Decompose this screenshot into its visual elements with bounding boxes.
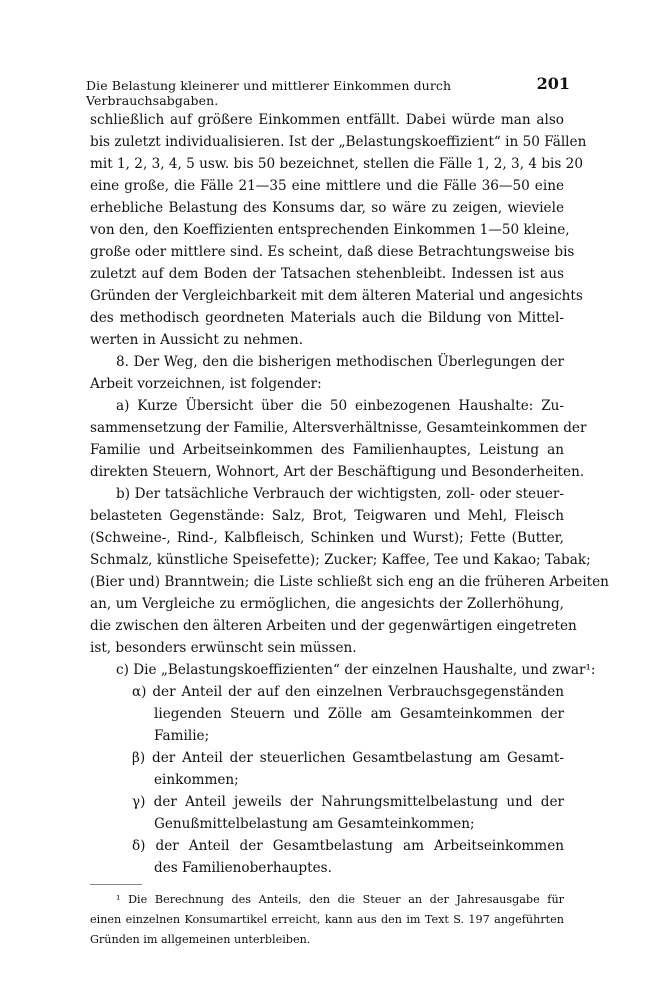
text-line: bis zuletzt individualisieren. Ist der „Belastungskoeffizient“ in 50 Fällen (90, 134, 587, 150)
page-number: 201 (536, 74, 570, 93)
text-line: des Familienoberhauptes. (154, 860, 332, 876)
text-line: von den, den Koeffizienten entsprechenden Einkommen 1—50 kleine, (90, 222, 570, 238)
text-line: belasteten Gegenstände: Salz, Brot, Teigwaren und Mehl, Fleisch (90, 508, 564, 524)
text-line: sammensetzung der Familie, Altersverhältnisse, Gesamteinkommen der (90, 420, 587, 436)
text-line: β) der Anteil der steuerlichen Gesamtbelastung am Gesamt- (132, 750, 564, 766)
text-line: Schmalz, künstliche Speisefette); Zucker; Kaffee, Tee und Kakao; Tabak; (90, 552, 591, 568)
text-line: 8. Der Weg, den die bisherigen methodischen Überlegungen der (116, 354, 564, 370)
footnote-separator (90, 884, 142, 885)
page-header (86, 74, 570, 108)
text-line: eine große, die Fälle 21—35 eine mittlere und die Fälle 36—50 eine (90, 178, 564, 194)
text-line: an, um Vergleiche zu ermöglichen, die angesichts der Zollerhöhung, (90, 596, 564, 612)
text-line: große oder mittlere sind. Es scheint, daß diese Betrachtungsweise bis (90, 244, 575, 260)
text-line: erhebliche Belastung des Konsums dar, so wäre zu zeigen, wieviele (90, 200, 564, 216)
footnote-line: ¹ Die Berechnung des Anteils, den die Steuer an der Jahresausgabe für (116, 893, 564, 906)
text-line: (Bier und) Branntwein; die Liste schließt sich eng an die früheren Arbeiten (90, 574, 609, 590)
text-line: direkten Steuern, Wohnort, Art der Beschäftigung und Besonderheiten. (90, 464, 585, 480)
text-line: (Schweine-, Rind-, Kalbfleisch, Schinken und Wurst); Fette (Butter, (90, 530, 564, 546)
text-line: mit 1, 2, 3, 4, 5 usw. bis 50 bezeichnet, stellen die Fälle 1, 2, 3, 4 bis 20 (90, 156, 583, 172)
text-line: einkommen; (154, 772, 239, 788)
text-line: γ) der Anteil jeweils der Nahrungsmittelbelastung und der (132, 794, 564, 810)
text-line: des methodisch geordneten Materials auch die Bildung von Mittel- (90, 310, 564, 326)
text-line: δ) der Anteil der Gesamtbelastung am Arbeitseinkommen (132, 838, 564, 854)
text-line: Familie; (154, 728, 210, 744)
text-line: b) Der tatsächliche Verbrauch der wichtigsten, zoll- oder steuer- (116, 486, 564, 502)
text-line: die zwischen den älteren Arbeiten und der gegenwärtigen eingetreten (90, 618, 577, 634)
text-line: Gründen der Vergleichbarkeit mit dem älteren Material und angesichts (90, 288, 583, 304)
text-line: a) Kurze Übersicht über die 50 einbezogenen Haushalte: Zu- (116, 398, 564, 414)
text-line: α) der Anteil der auf den einzelnen Verbrauchsgegenständen (132, 684, 564, 700)
footnote-line: einen einzelnen Konsumartikel erreicht, kann aus den im Text S. 197 angeführten (90, 913, 564, 926)
text-line: c) Die „Belastungskoeffizienten“ der einzelnen Haushalte, und zwar¹: (116, 662, 596, 678)
text-line: ist, besonders erwünscht sein müssen. (90, 640, 357, 656)
text-line: Genußmittelbelastung am Gesamteinkommen; (154, 816, 475, 832)
text-line: liegenden Steuern und Zölle am Gesamteinkommen der (154, 706, 564, 722)
footnote-line: Gründen im allgemeinen unterbleiben. (90, 933, 311, 946)
running-head: Die Belastung kleinerer und mittlerer Einkommen durch Verbrauchsabgaben. (86, 78, 452, 108)
text-line: Arbeit vorzeichnen, ist folgender: (90, 376, 322, 392)
text-line: zuletzt auf dem Boden der Tatsachen stehenbleibt. Indessen ist aus (90, 266, 564, 282)
text-line: Familie und Arbeitseinkommen des Familienhauptes, Leistung an (90, 442, 564, 458)
text-line: schließlich auf größere Einkommen entfällt. Dabei würde man also (90, 112, 564, 128)
text-line: werten in Aussicht zu nehmen. (90, 332, 304, 348)
